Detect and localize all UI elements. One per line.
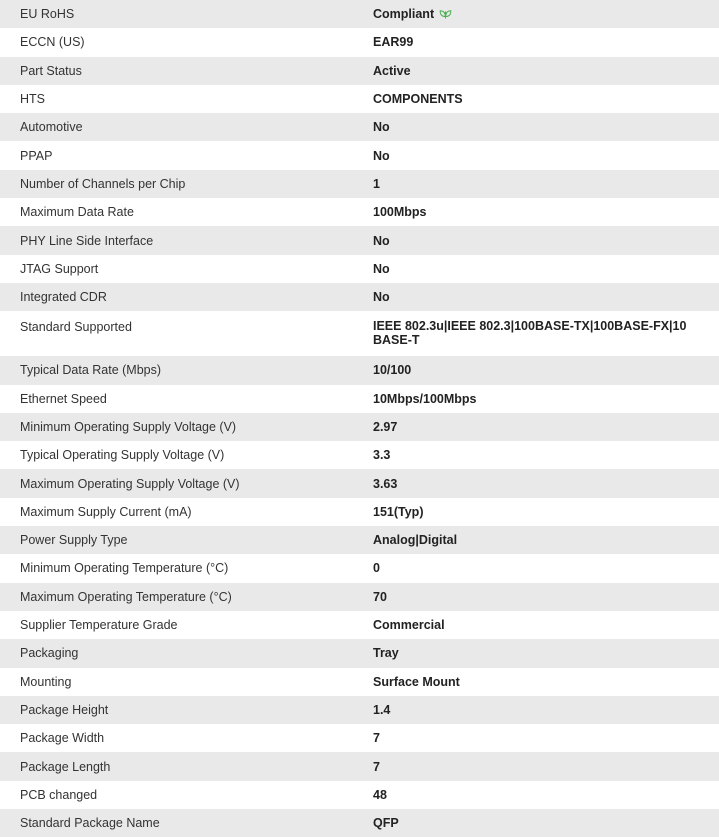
spec-name: Package Width xyxy=(20,731,105,746)
spec-name: Mounting xyxy=(20,674,72,689)
spec-value: 7 xyxy=(373,731,380,746)
spec-name: EU RoHS xyxy=(20,7,75,22)
spec-value: 2.97 xyxy=(373,420,398,434)
spec-value: 10Mbps/100Mbps xyxy=(373,391,477,406)
spec-row-min-supply-voltage xyxy=(0,413,719,441)
spec-row-temperature-grade xyxy=(0,611,719,639)
spec-row-max-supply-voltage xyxy=(0,469,719,497)
spec-name: Automotive xyxy=(20,120,83,135)
spec-row-phy-line-side xyxy=(0,226,719,254)
spec-name: Typical Operating Supply Voltage (V) xyxy=(20,448,225,463)
spec-row-channels-per-chip xyxy=(0,170,719,198)
spec-name: Maximum Operating Supply Voltage (V) xyxy=(20,476,240,491)
spec-value: 3.3 xyxy=(373,448,391,463)
spec-value: No xyxy=(373,120,390,135)
spec-value: 3.63 xyxy=(373,476,398,491)
spec-row-max-data-rate xyxy=(0,198,719,226)
spec-name: PCB changed xyxy=(20,787,98,802)
spec-value: 1.4 xyxy=(373,702,391,717)
spec-value: IEEE 802.3u|IEEE 802.3|100BASE-TX|100BASE-FX|10BASE-T xyxy=(373,319,687,348)
spec-value: QFP xyxy=(373,816,399,831)
spec-value: Active xyxy=(373,63,411,78)
spec-row-power-supply-type xyxy=(0,526,719,554)
spec-name: Minimum Operating Supply Voltage (V) xyxy=(20,420,237,434)
spec-row-ppap xyxy=(0,141,719,169)
spec-name: Maximum Data Rate xyxy=(20,205,134,220)
spec-value: No xyxy=(373,290,390,305)
spec-value: Commercial xyxy=(373,618,445,633)
spec-value: 7 xyxy=(373,759,380,774)
spec-row-ethernet-speed xyxy=(0,385,719,413)
spec-value: EAR99 xyxy=(373,35,414,50)
spec-name: Number of Channels per Chip xyxy=(20,176,186,191)
spec-row-hts xyxy=(0,85,719,113)
spec-name: PPAP xyxy=(20,148,53,163)
spec-name: Part Status xyxy=(20,63,82,78)
spec-row-package-width xyxy=(0,724,719,752)
spec-row-integrated-cdr xyxy=(0,283,719,311)
spec-row-eccn xyxy=(0,28,719,56)
spec-name: Ethernet Speed xyxy=(20,391,107,406)
spec-value-cell xyxy=(372,0,719,28)
spec-value: 70 xyxy=(373,589,387,604)
spec-row-typ-supply-voltage xyxy=(0,441,719,469)
spec-value: COMPONENTS xyxy=(373,92,463,107)
spec-row-max-supply-current xyxy=(0,498,719,526)
spec-name: Standard Supported xyxy=(20,320,132,335)
spec-value: Compliant xyxy=(373,7,435,22)
spec-name: Power Supply Type xyxy=(20,533,128,548)
spec-name: Maximum Supply Current (mA) xyxy=(20,504,192,519)
spec-row-min-operating-temp xyxy=(0,554,719,582)
spec-name: Minimum Operating Temperature (°C) xyxy=(20,561,229,576)
spec-name: Packaging xyxy=(20,646,79,661)
spec-value: 151(Typ) xyxy=(373,504,424,519)
spec-value: No xyxy=(373,233,390,248)
spec-value: No xyxy=(373,261,390,276)
spec-value: 48 xyxy=(373,787,387,802)
spec-row-jtag xyxy=(0,255,719,283)
spec-row-standard-supported xyxy=(0,311,719,356)
spec-row-part-status xyxy=(0,57,719,85)
spec-row-packaging xyxy=(0,639,719,667)
spec-row-mounting xyxy=(0,668,719,696)
spec-name: Package Height xyxy=(20,702,109,717)
spec-row-typical-data-rate xyxy=(0,356,719,384)
spec-name: PHY Line Side Interface xyxy=(20,233,154,248)
spec-row-pcb-changed xyxy=(0,781,719,809)
spec-value: Analog|Digital xyxy=(373,533,458,548)
spec-value: No xyxy=(373,148,390,163)
spec-row-automotive xyxy=(0,113,719,141)
spec-value: 10/100 xyxy=(373,363,412,378)
spec-name: HTS xyxy=(20,92,45,107)
spec-value: Tray xyxy=(373,646,399,661)
spec-row-package-length xyxy=(0,752,719,780)
spec-name: JTAG Support xyxy=(20,261,99,276)
spec-name: Standard Package Name xyxy=(20,816,160,831)
spec-name: Typical Data Rate (Mbps) xyxy=(20,363,162,378)
spec-row-package-height xyxy=(0,696,719,724)
spec-value: 100Mbps xyxy=(373,205,427,220)
spec-value: 0 xyxy=(373,561,380,576)
spec-row-max-operating-temp xyxy=(0,583,719,611)
spec-name: ECCN (US) xyxy=(20,35,85,50)
spec-value: 1 xyxy=(373,176,380,191)
spec-row-eu-rohs xyxy=(0,0,719,28)
spec-name: Maximum Operating Temperature (°C) xyxy=(20,589,232,604)
spec-value: Surface Mount xyxy=(373,674,460,689)
leaf-icon xyxy=(439,8,452,19)
spec-name: Supplier Temperature Grade xyxy=(20,618,178,633)
spec-name: Package Length xyxy=(20,759,111,774)
spec-row-standard-package-name xyxy=(0,809,719,837)
spec-name: Integrated CDR xyxy=(20,290,107,305)
